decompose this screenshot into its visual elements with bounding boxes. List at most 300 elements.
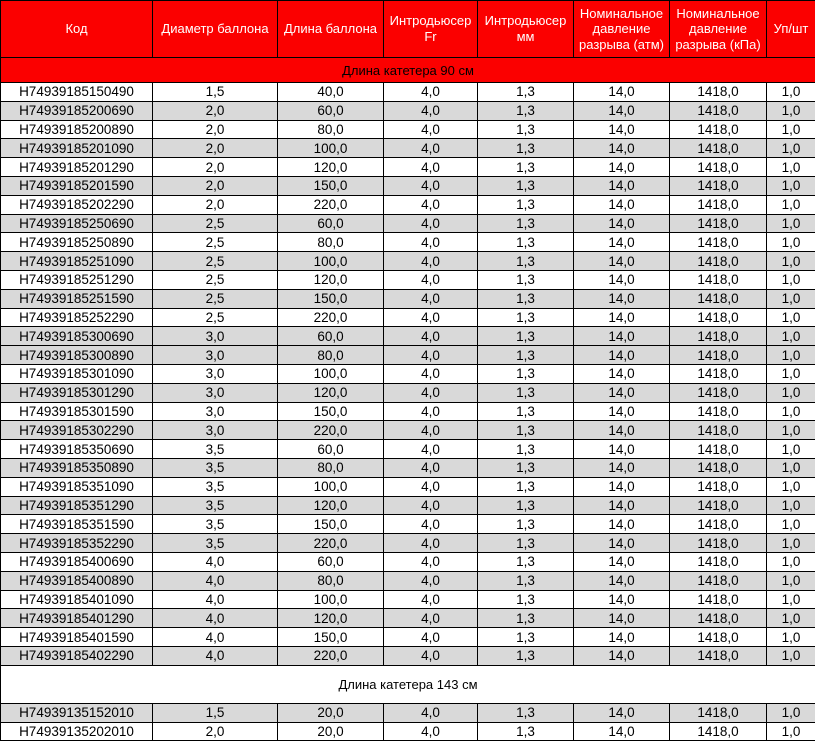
table-row	[1, 440, 815, 459]
cell-introducer-mm: 1,3	[478, 101, 574, 120]
cell-introducer-mm: 1,3	[478, 346, 574, 365]
column-header-introducer-mm: Интродьюсер мм	[478, 1, 574, 58]
cell-introducer-mm: 1,3	[478, 590, 574, 609]
table-row	[1, 458, 815, 477]
table-row	[1, 83, 815, 102]
table-row	[1, 233, 815, 252]
cell-introducer-fr: 4,0	[384, 496, 478, 515]
cell-code: H74939185300890	[1, 346, 153, 365]
cell-balloon-length: 100,0	[278, 139, 384, 158]
cell-code: H74939185401590	[1, 628, 153, 647]
cell-introducer-fr: 4,0	[384, 308, 478, 327]
cell-pack-qty: 1,0	[767, 458, 815, 477]
cell-code: H74939185200690	[1, 101, 153, 120]
cell-code: H74939135202010	[1, 722, 153, 741]
cell-balloon-diameter: 4,0	[153, 609, 278, 628]
cell-introducer-fr: 4,0	[384, 515, 478, 534]
table-row	[1, 609, 815, 628]
cell-introducer-fr: 4,0	[384, 346, 478, 365]
table-row	[1, 101, 815, 120]
cell-pack-qty: 1,0	[767, 609, 815, 628]
cell-burst-pressure-atm: 14,0	[574, 346, 670, 365]
cell-pack-qty: 1,0	[767, 120, 815, 139]
cell-introducer-fr: 4,0	[384, 139, 478, 158]
cell-burst-pressure-kpa: 1418,0	[670, 308, 767, 327]
cell-pack-qty: 1,0	[767, 176, 815, 195]
cell-balloon-diameter: 3,5	[153, 440, 278, 459]
table-row	[1, 214, 815, 233]
cell-pack-qty: 1,0	[767, 515, 815, 534]
cell-balloon-diameter: 2,5	[153, 308, 278, 327]
header-row	[1, 1, 815, 58]
cell-code: H74939185250890	[1, 233, 153, 252]
cell-balloon-length: 80,0	[278, 571, 384, 590]
cell-balloon-diameter: 3,0	[153, 421, 278, 440]
cell-balloon-diameter: 1,5	[153, 83, 278, 102]
cell-introducer-fr: 4,0	[384, 158, 478, 177]
cell-introducer-mm: 1,3	[478, 195, 574, 214]
cell-burst-pressure-kpa: 1418,0	[670, 120, 767, 139]
cell-code: H74939185201090	[1, 139, 153, 158]
cell-code: H74939185400690	[1, 552, 153, 571]
cell-balloon-diameter: 2,5	[153, 233, 278, 252]
cell-burst-pressure-kpa: 1418,0	[670, 552, 767, 571]
cell-balloon-diameter: 2,5	[153, 270, 278, 289]
cell-burst-pressure-atm: 14,0	[574, 233, 670, 252]
cell-burst-pressure-atm: 14,0	[574, 158, 670, 177]
cell-burst-pressure-atm: 14,0	[574, 120, 670, 139]
cell-burst-pressure-atm: 14,0	[574, 703, 670, 722]
cell-pack-qty: 1,0	[767, 101, 815, 120]
cell-burst-pressure-kpa: 1418,0	[670, 628, 767, 647]
table-row	[1, 346, 815, 365]
table-row	[1, 158, 815, 177]
cell-introducer-fr: 4,0	[384, 477, 478, 496]
cell-introducer-mm: 1,3	[478, 496, 574, 515]
cell-introducer-fr: 4,0	[384, 233, 478, 252]
cell-introducer-fr: 4,0	[384, 571, 478, 590]
cell-burst-pressure-atm: 14,0	[574, 571, 670, 590]
table-row	[1, 195, 815, 214]
cell-introducer-mm: 1,3	[478, 327, 574, 346]
cell-burst-pressure-kpa: 1418,0	[670, 534, 767, 553]
cell-code: H74939185402290	[1, 646, 153, 665]
cell-pack-qty: 1,0	[767, 496, 815, 515]
cell-burst-pressure-atm: 14,0	[574, 176, 670, 195]
cell-balloon-length: 220,0	[278, 308, 384, 327]
cell-pack-qty: 1,0	[767, 83, 815, 102]
cell-introducer-fr: 4,0	[384, 214, 478, 233]
table-row	[1, 176, 815, 195]
cell-burst-pressure-atm: 14,0	[574, 214, 670, 233]
cell-code: H74939185352290	[1, 534, 153, 553]
cell-code: H74939185301590	[1, 402, 153, 421]
cell-burst-pressure-atm: 14,0	[574, 327, 670, 346]
table-row	[1, 722, 815, 741]
cell-introducer-fr: 4,0	[384, 120, 478, 139]
cell-burst-pressure-kpa: 1418,0	[670, 270, 767, 289]
cell-introducer-mm: 1,3	[478, 270, 574, 289]
cell-code: H74939185400890	[1, 571, 153, 590]
cell-code: H74939185351090	[1, 477, 153, 496]
cell-balloon-diameter: 2,0	[153, 722, 278, 741]
cell-balloon-length: 40,0	[278, 83, 384, 102]
cell-burst-pressure-atm: 14,0	[574, 515, 670, 534]
table-row	[1, 552, 815, 571]
cell-introducer-mm: 1,3	[478, 421, 574, 440]
cell-introducer-mm: 1,3	[478, 440, 574, 459]
cell-balloon-diameter: 2,5	[153, 214, 278, 233]
cell-balloon-diameter: 2,0	[153, 176, 278, 195]
cell-balloon-length: 80,0	[278, 233, 384, 252]
cell-balloon-length: 100,0	[278, 477, 384, 496]
section-title-row	[1, 58, 815, 83]
cell-burst-pressure-kpa: 1418,0	[670, 346, 767, 365]
cell-balloon-length: 60,0	[278, 101, 384, 120]
cell-balloon-length: 20,0	[278, 703, 384, 722]
cell-introducer-fr: 4,0	[384, 402, 478, 421]
cell-introducer-mm: 1,3	[478, 383, 574, 402]
cell-burst-pressure-atm: 14,0	[574, 496, 670, 515]
cell-balloon-diameter: 2,0	[153, 195, 278, 214]
column-header-burst-pressure-kpa: Номинальное давление разрыва (кПа)	[670, 1, 767, 58]
cell-balloon-diameter: 3,5	[153, 477, 278, 496]
cell-balloon-length: 60,0	[278, 552, 384, 571]
cell-pack-qty: 1,0	[767, 477, 815, 496]
column-header-pack-qty: Уп/шт	[767, 1, 815, 58]
cell-code: H74939185300690	[1, 327, 153, 346]
cell-introducer-mm: 1,3	[478, 646, 574, 665]
cell-pack-qty: 1,0	[767, 158, 815, 177]
cell-introducer-fr: 4,0	[384, 458, 478, 477]
cell-introducer-fr: 4,0	[384, 252, 478, 271]
cell-code: H74939185301290	[1, 383, 153, 402]
cell-burst-pressure-kpa: 1418,0	[670, 571, 767, 590]
table-row	[1, 139, 815, 158]
table-row	[1, 646, 815, 665]
cell-introducer-mm: 1,3	[478, 120, 574, 139]
table-row	[1, 496, 815, 515]
cell-pack-qty: 1,0	[767, 383, 815, 402]
cell-balloon-diameter: 4,0	[153, 590, 278, 609]
cell-introducer-fr: 4,0	[384, 534, 478, 553]
cell-balloon-length: 120,0	[278, 383, 384, 402]
cell-burst-pressure-kpa: 1418,0	[670, 609, 767, 628]
cell-burst-pressure-atm: 14,0	[574, 252, 670, 271]
cell-balloon-length: 150,0	[278, 515, 384, 534]
cell-code: H74939185251590	[1, 289, 153, 308]
cell-balloon-length: 150,0	[278, 402, 384, 421]
cell-balloon-length: 80,0	[278, 120, 384, 139]
cell-burst-pressure-kpa: 1418,0	[670, 195, 767, 214]
cell-burst-pressure-atm: 14,0	[574, 308, 670, 327]
cell-balloon-length: 150,0	[278, 289, 384, 308]
cell-balloon-diameter: 4,0	[153, 646, 278, 665]
cell-code: H74939185350690	[1, 440, 153, 459]
table-row	[1, 252, 815, 271]
cell-code: H74939185252290	[1, 308, 153, 327]
cell-balloon-length: 100,0	[278, 364, 384, 383]
cell-burst-pressure-atm: 14,0	[574, 590, 670, 609]
cell-burst-pressure-kpa: 1418,0	[670, 158, 767, 177]
cell-burst-pressure-kpa: 1418,0	[670, 703, 767, 722]
cell-pack-qty: 1,0	[767, 402, 815, 421]
cell-burst-pressure-atm: 14,0	[574, 421, 670, 440]
cell-burst-pressure-kpa: 1418,0	[670, 515, 767, 534]
cell-pack-qty: 1,0	[767, 139, 815, 158]
cell-introducer-fr: 4,0	[384, 327, 478, 346]
table-row	[1, 571, 815, 590]
table-row	[1, 515, 815, 534]
cell-burst-pressure-atm: 14,0	[574, 83, 670, 102]
cell-balloon-diameter: 2,0	[153, 158, 278, 177]
cell-burst-pressure-atm: 14,0	[574, 289, 670, 308]
cell-balloon-diameter: 3,5	[153, 515, 278, 534]
cell-code: H74939185401090	[1, 590, 153, 609]
cell-burst-pressure-atm: 14,0	[574, 722, 670, 741]
table-row	[1, 534, 815, 553]
cell-burst-pressure-atm: 14,0	[574, 477, 670, 496]
cell-burst-pressure-kpa: 1418,0	[670, 402, 767, 421]
cell-introducer-mm: 1,3	[478, 571, 574, 590]
cell-balloon-length: 220,0	[278, 195, 384, 214]
cell-introducer-mm: 1,3	[478, 458, 574, 477]
cell-pack-qty: 1,0	[767, 346, 815, 365]
table-row	[1, 270, 815, 289]
cell-burst-pressure-atm: 14,0	[574, 440, 670, 459]
cell-introducer-mm: 1,3	[478, 252, 574, 271]
cell-balloon-length: 150,0	[278, 628, 384, 647]
table-row	[1, 402, 815, 421]
cell-balloon-length: 220,0	[278, 534, 384, 553]
cell-pack-qty: 1,0	[767, 252, 815, 271]
cell-balloon-diameter: 3,0	[153, 383, 278, 402]
section-title: Длина катетера 143 см	[1, 665, 815, 703]
cell-burst-pressure-kpa: 1418,0	[670, 458, 767, 477]
cell-balloon-length: 150,0	[278, 176, 384, 195]
cell-introducer-mm: 1,3	[478, 308, 574, 327]
cell-code: H74939185201590	[1, 176, 153, 195]
cell-balloon-diameter: 3,0	[153, 346, 278, 365]
cell-code: H74939185351290	[1, 496, 153, 515]
cell-balloon-diameter: 4,0	[153, 552, 278, 571]
cell-introducer-fr: 4,0	[384, 628, 478, 647]
cell-balloon-length: 220,0	[278, 646, 384, 665]
cell-introducer-fr: 4,0	[384, 383, 478, 402]
table-row	[1, 703, 815, 722]
cell-pack-qty: 1,0	[767, 270, 815, 289]
cell-burst-pressure-atm: 14,0	[574, 383, 670, 402]
cell-burst-pressure-kpa: 1418,0	[670, 289, 767, 308]
cell-burst-pressure-kpa: 1418,0	[670, 590, 767, 609]
cell-burst-pressure-atm: 14,0	[574, 534, 670, 553]
cell-introducer-fr: 4,0	[384, 590, 478, 609]
cell-balloon-diameter: 4,0	[153, 628, 278, 647]
cell-pack-qty: 1,0	[767, 628, 815, 647]
cell-introducer-fr: 4,0	[384, 646, 478, 665]
cell-balloon-diameter: 2,0	[153, 120, 278, 139]
section-title: Длина катетера 90 см	[1, 58, 815, 83]
cell-burst-pressure-kpa: 1418,0	[670, 252, 767, 271]
cell-burst-pressure-atm: 14,0	[574, 609, 670, 628]
cell-balloon-diameter: 4,0	[153, 571, 278, 590]
cell-introducer-mm: 1,3	[478, 628, 574, 647]
cell-pack-qty: 1,0	[767, 552, 815, 571]
cell-code: H74939185251290	[1, 270, 153, 289]
cell-balloon-length: 100,0	[278, 590, 384, 609]
cell-balloon-length: 220,0	[278, 421, 384, 440]
cell-pack-qty: 1,0	[767, 195, 815, 214]
cell-pack-qty: 1,0	[767, 214, 815, 233]
cell-pack-qty: 1,0	[767, 440, 815, 459]
cell-balloon-length: 120,0	[278, 158, 384, 177]
cell-burst-pressure-kpa: 1418,0	[670, 101, 767, 120]
cell-code: H74939185201290	[1, 158, 153, 177]
cell-code: H74939185301090	[1, 364, 153, 383]
cell-burst-pressure-kpa: 1418,0	[670, 327, 767, 346]
cell-introducer-mm: 1,3	[478, 477, 574, 496]
cell-balloon-length: 60,0	[278, 214, 384, 233]
cell-pack-qty: 1,0	[767, 703, 815, 722]
table-row	[1, 120, 815, 139]
cell-burst-pressure-atm: 14,0	[574, 552, 670, 571]
cell-pack-qty: 1,0	[767, 289, 815, 308]
cell-burst-pressure-kpa: 1418,0	[670, 421, 767, 440]
cell-burst-pressure-kpa: 1418,0	[670, 233, 767, 252]
cell-code: H74939185401290	[1, 609, 153, 628]
cell-balloon-diameter: 3,5	[153, 496, 278, 515]
cell-burst-pressure-kpa: 1418,0	[670, 83, 767, 102]
cell-introducer-mm: 1,3	[478, 515, 574, 534]
cell-introducer-fr: 4,0	[384, 722, 478, 741]
cell-balloon-diameter: 3,5	[153, 458, 278, 477]
cell-burst-pressure-kpa: 1418,0	[670, 176, 767, 195]
cell-introducer-mm: 1,3	[478, 176, 574, 195]
cell-burst-pressure-atm: 14,0	[574, 270, 670, 289]
cell-introducer-fr: 4,0	[384, 440, 478, 459]
cell-burst-pressure-kpa: 1418,0	[670, 139, 767, 158]
cell-balloon-length: 120,0	[278, 496, 384, 515]
cell-pack-qty: 1,0	[767, 327, 815, 346]
cell-pack-qty: 1,0	[767, 421, 815, 440]
cell-introducer-mm: 1,3	[478, 534, 574, 553]
cell-introducer-mm: 1,3	[478, 552, 574, 571]
cell-pack-qty: 1,0	[767, 308, 815, 327]
cell-balloon-length: 60,0	[278, 327, 384, 346]
table-row	[1, 383, 815, 402]
table-body	[1, 58, 815, 741]
table-row	[1, 590, 815, 609]
cell-balloon-diameter: 2,0	[153, 139, 278, 158]
cell-code: H74939185351590	[1, 515, 153, 534]
column-header-code: Код	[1, 1, 153, 58]
cell-introducer-fr: 4,0	[384, 176, 478, 195]
column-header-balloon-diameter: Диаметр баллона	[153, 1, 278, 58]
cell-balloon-diameter: 3,0	[153, 364, 278, 383]
cell-burst-pressure-kpa: 1418,0	[670, 722, 767, 741]
cell-burst-pressure-kpa: 1418,0	[670, 364, 767, 383]
cell-introducer-mm: 1,3	[478, 139, 574, 158]
column-header-burst-pressure-atm: Номинальное давление разрыва (атм)	[574, 1, 670, 58]
cell-balloon-diameter: 2,0	[153, 101, 278, 120]
table-row	[1, 308, 815, 327]
cell-introducer-fr: 4,0	[384, 552, 478, 571]
cell-introducer-fr: 4,0	[384, 289, 478, 308]
table-row	[1, 477, 815, 496]
cell-introducer-fr: 4,0	[384, 101, 478, 120]
cell-introducer-fr: 4,0	[384, 83, 478, 102]
cell-pack-qty: 1,0	[767, 364, 815, 383]
cell-code: H74939185150490	[1, 83, 153, 102]
cell-code: H74939185200890	[1, 120, 153, 139]
cell-introducer-mm: 1,3	[478, 609, 574, 628]
cell-introducer-mm: 1,3	[478, 722, 574, 741]
table-row	[1, 421, 815, 440]
table-row	[1, 289, 815, 308]
cell-burst-pressure-atm: 14,0	[574, 139, 670, 158]
cell-code: H74939185250690	[1, 214, 153, 233]
table-row	[1, 364, 815, 383]
cell-code: H74939185350890	[1, 458, 153, 477]
cell-burst-pressure-atm: 14,0	[574, 458, 670, 477]
cell-introducer-fr: 4,0	[384, 270, 478, 289]
cell-introducer-fr: 4,0	[384, 195, 478, 214]
cell-balloon-diameter: 3,5	[153, 534, 278, 553]
cell-code: H74939135152010	[1, 703, 153, 722]
cell-burst-pressure-atm: 14,0	[574, 646, 670, 665]
cell-balloon-diameter: 2,5	[153, 289, 278, 308]
cell-burst-pressure-kpa: 1418,0	[670, 477, 767, 496]
cell-burst-pressure-atm: 14,0	[574, 364, 670, 383]
cell-balloon-diameter: 3,0	[153, 402, 278, 421]
table-header	[1, 1, 815, 58]
cell-pack-qty: 1,0	[767, 722, 815, 741]
cell-burst-pressure-atm: 14,0	[574, 195, 670, 214]
cell-burst-pressure-atm: 14,0	[574, 101, 670, 120]
cell-pack-qty: 1,0	[767, 590, 815, 609]
table-row	[1, 327, 815, 346]
cell-introducer-mm: 1,3	[478, 233, 574, 252]
cell-burst-pressure-atm: 14,0	[574, 402, 670, 421]
cell-burst-pressure-kpa: 1418,0	[670, 496, 767, 515]
cell-introducer-mm: 1,3	[478, 364, 574, 383]
cell-code: H74939185302290	[1, 421, 153, 440]
cell-burst-pressure-kpa: 1418,0	[670, 440, 767, 459]
cell-pack-qty: 1,0	[767, 233, 815, 252]
cell-introducer-mm: 1,3	[478, 289, 574, 308]
column-header-introducer-fr: Интродьюсер Fr	[384, 1, 478, 58]
cell-balloon-length: 80,0	[278, 458, 384, 477]
cell-pack-qty: 1,0	[767, 646, 815, 665]
table-row	[1, 628, 815, 647]
cell-introducer-mm: 1,3	[478, 158, 574, 177]
cell-introducer-mm: 1,3	[478, 703, 574, 722]
cell-introducer-fr: 4,0	[384, 703, 478, 722]
cell-balloon-diameter: 1,5	[153, 703, 278, 722]
cell-introducer-fr: 4,0	[384, 421, 478, 440]
cell-balloon-length: 60,0	[278, 440, 384, 459]
cell-burst-pressure-atm: 14,0	[574, 628, 670, 647]
cell-balloon-length: 120,0	[278, 270, 384, 289]
cell-introducer-fr: 4,0	[384, 364, 478, 383]
cell-balloon-diameter: 3,0	[153, 327, 278, 346]
cell-code: H74939185202290	[1, 195, 153, 214]
cell-burst-pressure-kpa: 1418,0	[670, 214, 767, 233]
cell-introducer-fr: 4,0	[384, 609, 478, 628]
cell-code: H74939185251090	[1, 252, 153, 271]
column-header-balloon-length: Длина баллона	[278, 1, 384, 58]
cell-burst-pressure-kpa: 1418,0	[670, 383, 767, 402]
